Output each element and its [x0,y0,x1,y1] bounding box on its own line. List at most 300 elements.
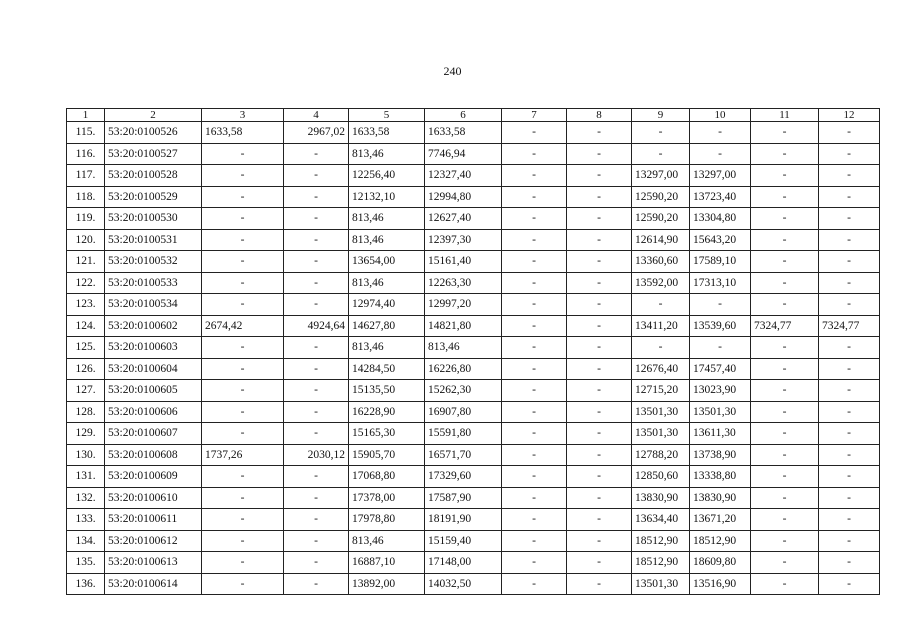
column-header-9: 9 [632,109,690,122]
col-7-cell: - [502,509,567,531]
col-8-cell: - [567,315,632,337]
col-8-cell: - [567,358,632,380]
row-number-cell: 136. [67,573,105,595]
col-8-cell: - [567,530,632,552]
cadastral-code-cell: 53:20:0100606 [105,401,202,423]
col-5-cell: 17068,80 [349,466,425,488]
col-5-cell: 13892,00 [349,573,425,595]
table-row [67,272,880,294]
col-10-cell: 13338,80 [690,466,751,488]
col-9-cell: 13360,60 [632,251,690,273]
cadastral-code-cell: 53:20:0100527 [105,143,202,165]
col-9-cell: - [632,294,690,316]
table-row [67,444,880,466]
col-11-cell: - [751,337,819,359]
col-4-cell: - [284,530,349,552]
col-3-cell: - [202,401,284,423]
col-12-cell: - [819,573,880,595]
col-3-cell: - [202,358,284,380]
col-9-cell: 13501,30 [632,423,690,445]
col-4-cell: - [284,423,349,445]
row-number-cell: 133. [67,509,105,531]
col-4-cell: - [284,466,349,488]
col-6-cell: 16907,80 [425,401,502,423]
col-4-cell: 2030,12 [284,444,349,466]
col-9-cell: - [632,143,690,165]
header-row [67,109,880,122]
col-8-cell: - [567,294,632,316]
col-8-cell: - [567,380,632,402]
row-number-cell: 119. [67,208,105,230]
col-3-cell: - [202,530,284,552]
col-11-cell: - [751,165,819,187]
col-12-cell: - [819,358,880,380]
table-row [67,294,880,316]
col-5-cell: 813,46 [349,229,425,251]
cadastral-code-cell: 53:20:0100604 [105,358,202,380]
cadastral-code-cell: 53:20:0100609 [105,466,202,488]
cadastral-code-cell: 53:20:0100526 [105,122,202,144]
col-10-cell: 17589,10 [690,251,751,273]
col-11-cell: - [751,358,819,380]
row-number-cell: 132. [67,487,105,509]
col-6-cell: 18191,90 [425,509,502,531]
row-number-cell: 118. [67,186,105,208]
col-5-cell: 13654,00 [349,251,425,273]
col-8-cell: - [567,272,632,294]
col-4-cell: - [284,165,349,187]
table-row [67,315,880,337]
col-6-cell: 17587,90 [425,487,502,509]
row-number-cell: 125. [67,337,105,359]
col-11-cell: - [751,186,819,208]
col-8-cell: - [567,466,632,488]
cadastral-code-cell: 53:20:0100531 [105,229,202,251]
col-7-cell: - [502,251,567,273]
col-5-cell: 813,46 [349,272,425,294]
col-7-cell: - [502,358,567,380]
col-3-cell: 1633,58 [202,122,284,144]
col-3-cell: - [202,229,284,251]
cadastral-code-cell: 53:20:0100602 [105,315,202,337]
col-4-cell: - [284,143,349,165]
col-3-cell: 1737,26 [202,444,284,466]
column-header-6: 6 [425,109,502,122]
column-header-8: 8 [567,109,632,122]
col-7-cell: - [502,272,567,294]
col-7-cell: - [502,487,567,509]
col-11-cell: - [751,122,819,144]
table-row [67,509,880,531]
col-4-cell: - [284,401,349,423]
col-10-cell: - [690,143,751,165]
table-row [67,466,880,488]
col-12-cell: - [819,186,880,208]
row-number-cell: 127. [67,380,105,402]
table-row [67,358,880,380]
table-row [67,208,880,230]
col-8-cell: - [567,122,632,144]
col-3-cell: - [202,423,284,445]
col-3-cell: - [202,294,284,316]
cadastral-code-cell: 53:20:0100529 [105,186,202,208]
row-number-cell: 129. [67,423,105,445]
row-number-cell: 134. [67,530,105,552]
table-row [67,122,880,144]
col-11-cell: - [751,401,819,423]
cadastral-code-cell: 53:20:0100613 [105,552,202,574]
cadastral-code-cell: 53:20:0100614 [105,573,202,595]
col-10-cell: 13297,00 [690,165,751,187]
col-10-cell: - [690,294,751,316]
col-5-cell: 12974,40 [349,294,425,316]
col-7-cell: - [502,423,567,445]
col-5-cell: 15135,50 [349,380,425,402]
col-8-cell: - [567,337,632,359]
col-5-cell: 1633,58 [349,122,425,144]
col-3-cell: - [202,186,284,208]
col-12-cell: - [819,208,880,230]
col-9-cell: 12715,20 [632,380,690,402]
row-number-cell: 124. [67,315,105,337]
col-12-cell: - [819,143,880,165]
col-11-cell: - [751,530,819,552]
col-10-cell: 13501,30 [690,401,751,423]
col-6-cell: 1633,58 [425,122,502,144]
col-12-cell: - [819,294,880,316]
column-header-3: 3 [202,109,284,122]
column-header-7: 7 [502,109,567,122]
row-number-cell: 126. [67,358,105,380]
col-12-cell: - [819,122,880,144]
cadastral-code-cell: 53:20:0100610 [105,487,202,509]
row-number-cell: 123. [67,294,105,316]
col-9-cell: 13297,00 [632,165,690,187]
col-7-cell: - [502,466,567,488]
col-7-cell: - [502,165,567,187]
col-6-cell: 14032,50 [425,573,502,595]
cadastral-code-cell: 53:20:0100608 [105,444,202,466]
col-6-cell: 16226,80 [425,358,502,380]
col-4-cell: - [284,251,349,273]
col-5-cell: 16887,10 [349,552,425,574]
col-9-cell: 18512,90 [632,552,690,574]
row-number-cell: 122. [67,272,105,294]
row-number-cell: 131. [67,466,105,488]
col-3-cell: - [202,272,284,294]
col-9-cell: 13634,40 [632,509,690,531]
col-8-cell: - [567,229,632,251]
col-5-cell: 813,46 [349,143,425,165]
col-7-cell: - [502,337,567,359]
table-header [67,109,880,122]
col-11-cell: - [751,423,819,445]
col-7-cell: - [502,186,567,208]
col-8-cell: - [567,509,632,531]
col-4-cell: - [284,337,349,359]
table-row [67,251,880,273]
col-8-cell: - [567,401,632,423]
col-3-cell: - [202,251,284,273]
col-10-cell: 17457,40 [690,358,751,380]
column-header-12: 12 [819,109,880,122]
cadastral-code-cell: 53:20:0100533 [105,272,202,294]
col-4-cell: 4924,64 [284,315,349,337]
col-5-cell: 14284,50 [349,358,425,380]
col-3-cell: - [202,337,284,359]
col-9-cell: 12590,20 [632,208,690,230]
col-12-cell: - [819,552,880,574]
col-6-cell: 17148,00 [425,552,502,574]
col-4-cell: - [284,208,349,230]
col-11-cell: - [751,380,819,402]
row-number-cell: 128. [67,401,105,423]
row-number-cell: 121. [67,251,105,273]
col-7-cell: - [502,401,567,423]
table-row [67,573,880,595]
col-3-cell: - [202,466,284,488]
col-7-cell: - [502,122,567,144]
col-6-cell: 16571,70 [425,444,502,466]
col-11-cell: - [751,294,819,316]
col-4-cell: - [284,380,349,402]
col-10-cell: 13738,90 [690,444,751,466]
col-12-cell: - [819,401,880,423]
col-4-cell: - [284,186,349,208]
col-3-cell: - [202,208,284,230]
col-12-cell: - [819,509,880,531]
col-5-cell: 17978,80 [349,509,425,531]
table-row [67,530,880,552]
column-header-5: 5 [349,109,425,122]
table-row [67,165,880,187]
col-10-cell: 13830,90 [690,487,751,509]
table-row [67,380,880,402]
col-9-cell: - [632,337,690,359]
col-7-cell: - [502,143,567,165]
col-8-cell: - [567,444,632,466]
col-8-cell: - [567,165,632,187]
col-11-cell: - [751,444,819,466]
col-6-cell: 7746,94 [425,143,502,165]
col-12-cell: - [819,165,880,187]
col-10-cell: 13671,20 [690,509,751,531]
col-3-cell: - [202,143,284,165]
col-11-cell: - [751,573,819,595]
row-number-cell: 115. [67,122,105,144]
col-12-cell: - [819,251,880,273]
col-7-cell: - [502,380,567,402]
col-12-cell: - [819,466,880,488]
col-5-cell: 12132,10 [349,186,425,208]
col-11-cell: - [751,251,819,273]
cadastral-code-cell: 53:20:0100534 [105,294,202,316]
cadastral-code-cell: 53:20:0100528 [105,165,202,187]
col-10-cell: 18512,90 [690,530,751,552]
col-12-cell: 7324,77 [819,315,880,337]
table-row [67,552,880,574]
col-5-cell: 16228,90 [349,401,425,423]
col-11-cell: - [751,487,819,509]
row-number-cell: 130. [67,444,105,466]
col-6-cell: 15161,40 [425,251,502,273]
col-6-cell: 12397,30 [425,229,502,251]
table-row [67,143,880,165]
col-12-cell: - [819,380,880,402]
col-3-cell: - [202,509,284,531]
col-6-cell: 17329,60 [425,466,502,488]
cadastral-code-cell: 53:20:0100605 [105,380,202,402]
col-9-cell: 13501,30 [632,573,690,595]
col-7-cell: - [502,552,567,574]
col-7-cell: - [502,294,567,316]
col-6-cell: 12994,80 [425,186,502,208]
col-10-cell: 18609,80 [690,552,751,574]
col-9-cell: 12676,40 [632,358,690,380]
col-8-cell: - [567,186,632,208]
col-11-cell: - [751,509,819,531]
col-10-cell: 13304,80 [690,208,751,230]
table-body [67,122,880,595]
col-10-cell: - [690,122,751,144]
col-11-cell: - [751,272,819,294]
col-9-cell: - [632,122,690,144]
cadastral-code-cell: 53:20:0100530 [105,208,202,230]
col-9-cell: 12590,20 [632,186,690,208]
col-12-cell: - [819,487,880,509]
col-4-cell: - [284,487,349,509]
col-10-cell: 13516,90 [690,573,751,595]
col-10-cell: 13023,90 [690,380,751,402]
col-4-cell: - [284,272,349,294]
col-4-cell: - [284,294,349,316]
col-3-cell: 2674,42 [202,315,284,337]
table-row [67,229,880,251]
col-6-cell: 12327,40 [425,165,502,187]
col-5-cell: 813,46 [349,208,425,230]
column-header-2: 2 [105,109,202,122]
col-5-cell: 12256,40 [349,165,425,187]
col-10-cell: - [690,337,751,359]
col-8-cell: - [567,208,632,230]
row-number-cell: 117. [67,165,105,187]
column-header-10: 10 [690,109,751,122]
col-11-cell: - [751,552,819,574]
col-3-cell: - [202,487,284,509]
col-6-cell: 12627,40 [425,208,502,230]
column-header-1: 1 [67,109,105,122]
col-8-cell: - [567,552,632,574]
col-4-cell: - [284,229,349,251]
column-header-11: 11 [751,109,819,122]
data-table [66,108,880,595]
col-7-cell: - [502,315,567,337]
col-3-cell: - [202,165,284,187]
col-7-cell: - [502,208,567,230]
col-11-cell: - [751,208,819,230]
col-6-cell: 15591,80 [425,423,502,445]
col-5-cell: 813,46 [349,337,425,359]
table-row [67,401,880,423]
col-7-cell: - [502,530,567,552]
cadastral-code-cell: 53:20:0100611 [105,509,202,531]
col-4-cell: - [284,509,349,531]
col-10-cell: 13539,60 [690,315,751,337]
table-row [67,186,880,208]
col-7-cell: - [502,229,567,251]
col-10-cell: 13611,30 [690,423,751,445]
col-8-cell: - [567,143,632,165]
cadastral-code-cell: 53:20:0100612 [105,530,202,552]
col-3-cell: - [202,573,284,595]
col-5-cell: 14627,80 [349,315,425,337]
row-number-cell: 120. [67,229,105,251]
col-12-cell: - [819,423,880,445]
table-row [67,487,880,509]
col-9-cell: 18512,90 [632,530,690,552]
row-number-cell: 135. [67,552,105,574]
table-row [67,337,880,359]
col-9-cell: 12850,60 [632,466,690,488]
col-4-cell: 2967,02 [284,122,349,144]
col-9-cell: 13411,20 [632,315,690,337]
col-11-cell: 7324,77 [751,315,819,337]
cadastral-code-cell: 53:20:0100603 [105,337,202,359]
col-5-cell: 17378,00 [349,487,425,509]
column-header-4: 4 [284,109,349,122]
col-12-cell: - [819,337,880,359]
cadastral-code-cell: 53:20:0100607 [105,423,202,445]
col-6-cell: 14821,80 [425,315,502,337]
col-4-cell: - [284,358,349,380]
col-10-cell: 15643,20 [690,229,751,251]
col-4-cell: - [284,552,349,574]
col-9-cell: 12788,20 [632,444,690,466]
col-8-cell: - [567,487,632,509]
col-8-cell: - [567,251,632,273]
col-6-cell: 15159,40 [425,530,502,552]
col-6-cell: 813,46 [425,337,502,359]
col-5-cell: 813,46 [349,530,425,552]
page-number: 240 [443,64,462,78]
col-10-cell: 13723,40 [690,186,751,208]
col-7-cell: - [502,444,567,466]
col-12-cell: - [819,229,880,251]
col-3-cell: - [202,380,284,402]
col-8-cell: - [567,573,632,595]
col-12-cell: - [819,530,880,552]
col-6-cell: 12263,30 [425,272,502,294]
col-9-cell: 12614,90 [632,229,690,251]
cadastral-code-cell: 53:20:0100532 [105,251,202,273]
col-11-cell: - [751,143,819,165]
col-9-cell: 13501,30 [632,401,690,423]
col-5-cell: 15165,30 [349,423,425,445]
table-row [67,423,880,445]
col-9-cell: 13830,90 [632,487,690,509]
col-6-cell: 12997,20 [425,294,502,316]
col-12-cell: - [819,444,880,466]
col-8-cell: - [567,423,632,445]
col-7-cell: - [502,573,567,595]
col-5-cell: 15905,70 [349,444,425,466]
col-9-cell: 13592,00 [632,272,690,294]
col-11-cell: - [751,466,819,488]
col-6-cell: 15262,30 [425,380,502,402]
col-10-cell: 17313,10 [690,272,751,294]
col-4-cell: - [284,573,349,595]
col-12-cell: - [819,272,880,294]
